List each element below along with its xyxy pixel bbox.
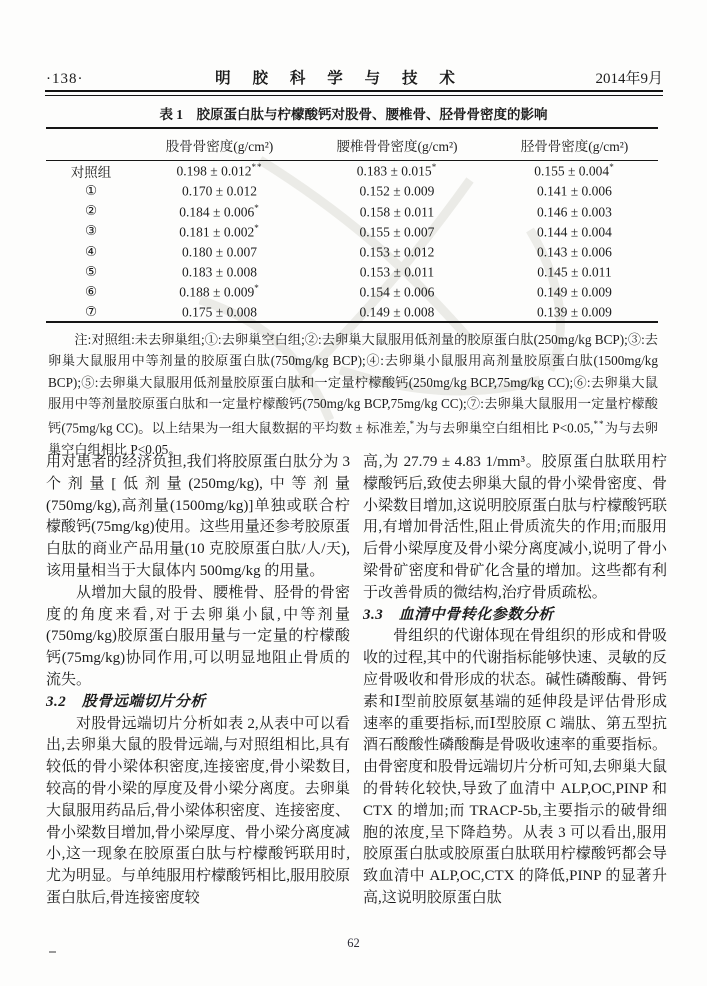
cell-value: 0.143 ± 0.006 — [537, 244, 612, 260]
significance-mark: * — [609, 162, 615, 173]
row-label: ① — [84, 183, 98, 199]
paragraph: 从增加大鼠的股骨、腰椎骨、胫骨的骨密度的角度来看,对于去卵巢小鼠,中等剂量(750mg/kg)胶原蛋白服用量与一定量的柠檬酸钙(75mg/kg)协同作用,可以明显地阻止骨质的流失。 — [46, 584, 350, 688]
cell-value: 0.184 ± 0.006* — [179, 202, 260, 220]
significance-mark: * — [254, 222, 260, 233]
cell-value: 0.154 ± 0.006 — [359, 284, 435, 300]
cell-value: 0.155 ± 0.004* — [534, 162, 615, 179]
table-title: 表 1 胶原蛋白肽与柠檬酸钙对股骨、腰椎骨、胫骨骨密度的影响 — [159, 107, 548, 122]
cell-value: 0.158 ± 0.011 — [359, 204, 435, 220]
table-row — [46, 161, 658, 182]
paragraph: 骨组织的代谢体现在骨组织的形成和骨吸收的过程,其中的代谢指标能够快速、灵敏的反应骨吸收和骨形成的状态。碱性磷酸酶、骨钙素和Ⅰ型前胶原氨基端的延伸段是评估骨形成速率的重要指标,而Ⅰ型胶原 C 端肽、第五型抗酒石酸酸性磷酸酶是骨吸收速率的重要指标。由骨密度和股骨远端切片分析可知,去卵巢大鼠的骨转化较快,导致了血清中 ALP,OC,PINP 和 CTX 的增加;而 TRACP-5b,主要指示的破骨细胞的浓度,呈下降趋势。从表 3 可以看出,服用胶原蛋白肽或胶原蛋白肽联用柠檬酸钙都会导致血清中 ALP,OC,CTX 的降低,PINP 的显著升高,这说明胶原蛋白肽 — [363, 628, 667, 906]
table-row — [46, 262, 658, 282]
significance-mark: * — [409, 419, 416, 430]
cell-value: 0.175 ± 0.008 — [182, 304, 257, 320]
cell-value: 0.152 ± 0.009 — [359, 183, 435, 199]
cell-value: 0.141 ± 0.006 — [537, 183, 612, 199]
row-label: ⑤ — [84, 263, 98, 279]
cell-value: 0.155 ± 0.007 — [359, 224, 435, 240]
cell-value: 0.198 ± 0.012** — [176, 162, 263, 179]
cell-value: 0.188 ± 0.009* — [179, 283, 260, 300]
scan-artifact-dash — [49, 951, 56, 953]
cell-value: 0.170 ± 0.012 — [182, 183, 257, 199]
table-row — [46, 201, 658, 221]
row-label: ③ — [84, 223, 98, 239]
cell-value: 0.149 ± 0.009 — [537, 284, 612, 300]
cell-value: 0.183 ± 0.015* — [356, 162, 438, 179]
significance-mark: * — [254, 202, 260, 213]
cell-value: 0.145 ± 0.011 — [537, 264, 612, 280]
table-row — [46, 181, 658, 201]
cell-value: 0.153 ± 0.012 — [359, 244, 435, 260]
cell-value: 0.139 ± 0.009 — [537, 304, 612, 320]
column-header-tibia: 胫骨骨密度(g/cm²) — [491, 128, 658, 161]
page-label-top: ·138· — [46, 71, 84, 87]
page-number: 62 — [347, 936, 360, 950]
running-head — [46, 66, 663, 88]
row-label: ⑥ — [84, 284, 98, 300]
significance-mark: * — [431, 162, 438, 173]
row-label: ② — [84, 203, 98, 219]
table-row — [46, 242, 658, 262]
header-rule — [45, 90, 663, 96]
column-header-femur: 股骨骨密度(g/cm²) — [136, 128, 303, 161]
bone-density-table — [46, 127, 658, 323]
table-row — [46, 282, 658, 302]
significance-mark: ** — [593, 419, 605, 430]
issue-date: 2014年9月 — [595, 71, 663, 87]
paragraph: 高,为 27.79 ± 4.83 1/mm³。胶原蛋白肽联用柠檬酸钙后,致使去卵巢大鼠的骨小梁骨密度、骨小梁数目增加,这说明胶原蛋白肽与柠檬酸钙联用,有增加骨活性,阻止骨质流失的作用;而服用后骨小梁厚度及骨小梁分离度减小,说明了骨小梁骨矿密度和骨矿化含量的增加。这些都有利于改善骨质的微结构,治疗骨质疏松。 — [363, 454, 667, 601]
cell-value: 0.146 ± 0.003 — [537, 204, 612, 220]
row-label: ⑦ — [84, 303, 98, 319]
table-row — [46, 221, 658, 241]
cell-value: 0.149 ± 0.008 — [359, 304, 435, 320]
left-column — [46, 452, 350, 910]
cell-value: 0.183 ± 0.008 — [182, 264, 257, 280]
column-header-blank — [46, 128, 136, 161]
row-label: ④ — [84, 243, 98, 259]
column-header-lumbar: 腰椎骨骨密度(g/cm²) — [303, 128, 491, 161]
significance-mark: ** — [251, 162, 263, 173]
cell-value: 0.180 ± 0.007 — [182, 244, 257, 260]
cell-value: 0.144 ± 0.004 — [537, 224, 612, 240]
row-label: 对照组 — [70, 165, 112, 180]
paragraph: 对股骨远端切片分析如表 2,从表中可以看出,去卵巢大鼠的股骨远端,与对照组相比,具有较低的骨小梁体积密度,连接密度,骨小梁数目,较高的骨小梁的厚度及骨小梁分离度。去卵巢大鼠服用药品后,骨小梁体积密度、连接密度、骨小梁数目增加,骨小梁厚度、骨小梁分离度减小,这一现象在胶原蛋白肽与柠檬酸钙联用时,尤为明显。与单纯服用柠檬酸钙相比,服用胶原蛋白肽后,骨连接密度较 — [46, 715, 350, 906]
right-column — [363, 452, 667, 910]
paragraph: 用对患者的经济负担,我们将胶原蛋白肽分为 3 个剂量[低剂量(250mg/kg),中等剂量(750mg/kg),高剂量(1500mg/kg)]单独或联合柠檬酸钙(75mg/kg)使用。这些用量还参考胶原蛋白肽的商业产品用量(10 克胶原蛋白肽/人/天),该用量相当于大鼠体内 500mg/kg 的用量。 — [46, 454, 350, 579]
table-row — [46, 302, 658, 322]
journal-title: 明 胶 科 学 与 技 术 — [215, 70, 464, 87]
body-columns — [46, 452, 667, 910]
table-header-row — [46, 128, 658, 161]
cell-value: 0.181 ± 0.002* — [179, 222, 260, 240]
significance-mark: * — [254, 283, 260, 294]
cell-value: 0.153 ± 0.011 — [359, 264, 435, 280]
section-heading-3-3: 3.3 血清中骨转化参数分析 — [363, 606, 554, 623]
page-footer — [0, 936, 707, 951]
section-heading-3-2: 3.2 股骨远端切片分析 — [46, 693, 206, 710]
table-footnote: 注:对照组:未去卵巢组;①:去卵巢空白组;②:去卵巢大鼠服用低剂量的胶原蛋白肽(250mg/kg BCP);③:去卵巢大鼠服用中等剂量的胶原蛋白肽(750mg/kg BCP);④:去卵巢小鼠服用高剂量胶原蛋白肽(1500mg/kg BCP);⑤:去卵巢大鼠服用低剂量胶原蛋白肽和一定量柠檬酸钙(250mg/kg BCP,75mg/kg CC);⑥:去卵巢大鼠服用中等剂量胶原蛋白肽和一定量柠檬酸钙(750mg/kg BCP,75mg/kg CC);⑦:去卵巢大鼠服用一定量柠檬酸钙(75mg/kg CC)。以上结果为一组大鼠数据的平均数 ± 标准差,*为与去卵巢空白组相比 P<0.05,**为与去卵巢空白组相比 P<0.05。 — [48, 332, 658, 457]
